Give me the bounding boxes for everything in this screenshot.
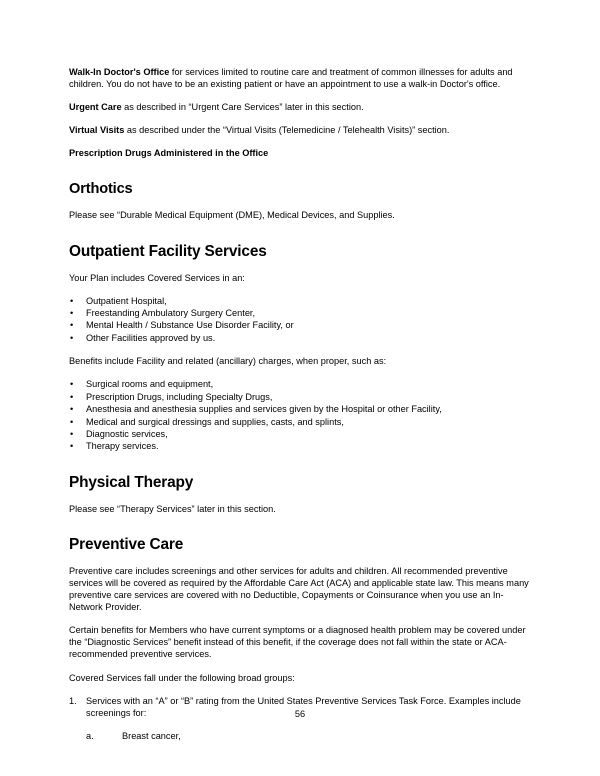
prescription-drugs-bold-heading: Prescription Drugs Administered in the Office xyxy=(69,148,269,159)
list-item-label: Services with an “A” or “B” rating from the United States Preventive Services Task Force. Examples include screenings for: xyxy=(86,695,521,718)
heading-preventive-care: Preventive Care xyxy=(69,535,184,553)
list-item-label: Outpatient Hospital, xyxy=(86,295,167,306)
bullet-icon: • xyxy=(70,320,74,331)
paragraph-prescription-drugs-heading xyxy=(69,147,531,159)
list-item xyxy=(69,319,531,331)
list-benefits-included xyxy=(69,378,531,452)
walk-in-lead-text: Walk-In Doctor's Office xyxy=(69,67,170,77)
list-item-label: Freestanding Ambulatory Surgery Center, xyxy=(86,308,256,319)
paragraph-orthotics-reference: Please see “Durable Medical Equipment (DME), Medical Devices, and Supplies. xyxy=(69,210,395,221)
paragraph-urgent-care xyxy=(69,101,531,113)
bullet-icon: • xyxy=(70,391,74,402)
paragraph-walk-in-doctors-office xyxy=(69,66,531,90)
section-spacer xyxy=(69,526,531,536)
list-item-label: Therapy services. xyxy=(86,441,159,452)
page-number: 56 xyxy=(294,709,306,719)
list-item xyxy=(69,428,531,440)
list-item xyxy=(69,295,531,307)
bullet-icon: • xyxy=(70,404,74,415)
paragraph-covered-groups-intro: Covered Services fall under the following broad groups: xyxy=(69,672,295,683)
heading-orthotics: Orthotics xyxy=(69,181,133,198)
urgent-care-lead-text: Urgent Care xyxy=(69,102,122,113)
list-screening-examples xyxy=(86,730,531,742)
list-item-label: Medical and surgical dressings and supplies, casts, and splints, xyxy=(86,416,344,427)
bullet-icon: • xyxy=(70,429,74,439)
section-spacer xyxy=(69,464,531,474)
section-spacer xyxy=(69,233,531,243)
urgent-care-body-text: as described in “Urgent Care Services” later in this section. xyxy=(121,102,364,113)
list-item xyxy=(69,307,531,319)
bullet-icon: • xyxy=(70,441,74,452)
paragraph-preventive-care-overview: Preventive care includes screenings and other services for adults and children. All recommended preventive services will be covered as required by the Affordable Care Act (ACA) and applicable state law. This means many preventive care services are covered with no Deductible, Copayments or Coinsurance when you use an In-Network Provider. xyxy=(69,565,529,613)
list-item xyxy=(86,730,531,742)
bullet-icon: • xyxy=(70,379,74,390)
heading-outpatient-facility-services: Outpatient Facility Services xyxy=(69,242,267,260)
list-item xyxy=(69,440,531,452)
paragraph-diagnostic-services-note: Certain benefits for Members who have current symptoms or a diagnosed health problem may be covered under the “Diagnostic Services” benefit instead of this benefit, if the coverage does not fall within the state or ACA-recommended preventive services. xyxy=(69,625,526,660)
page-content xyxy=(69,66,531,754)
bullet-icon: • xyxy=(70,295,74,306)
walk-in-body-text: for services limited to routine care and treatment of common illnesses for adults and children. You do not have to be an existing patient or have an appointment to use a walk-in Doctor's office. xyxy=(69,67,513,90)
list-item-label: Diagnostic services, xyxy=(86,429,168,439)
paragraph-virtual-visits xyxy=(69,124,531,136)
list-item-label: Surgical rooms and equipment, xyxy=(86,379,214,390)
bullet-icon: • xyxy=(70,416,74,427)
list-item-marker: a. xyxy=(86,731,94,742)
list-item xyxy=(69,391,531,403)
paragraph-physical-therapy-reference: Please see “Therapy Services” later in this section. xyxy=(69,503,276,514)
paragraph-benefits-intro: Benefits include Facility and related (ancillary) charges, when proper, such as: xyxy=(69,356,387,367)
heading-physical-therapy: Physical Therapy xyxy=(69,473,194,491)
virtual-visits-body-text: as described under the “Virtual Visits (Telemedicine / Telehealth Visits)” section. xyxy=(124,125,450,136)
list-item-label: Prescription Drugs, including Specialty Drugs, xyxy=(86,391,273,402)
list-item-label: Other Facilities approved by us. xyxy=(86,332,216,343)
list-item xyxy=(69,332,531,344)
section-spacer xyxy=(69,170,531,180)
list-item-marker: 1. xyxy=(69,695,77,706)
list-item-label: Breast cancer, xyxy=(122,731,181,742)
list-item-label: Anesthesia and anesthesia supplies and services given by the Hospital or other Facility, xyxy=(86,404,442,415)
virtual-visits-lead-text: Virtual Visits xyxy=(69,125,125,136)
list-item xyxy=(69,378,531,390)
list-item-label: Mental Health / Substance Use Disorder Facility, or xyxy=(86,320,294,331)
list-facility-types xyxy=(69,295,531,345)
bullet-icon: • xyxy=(70,332,74,343)
bullet-icon: • xyxy=(70,308,74,319)
list-item xyxy=(69,403,531,415)
list-item xyxy=(69,416,531,428)
paragraph-outpatient-intro: Your Plan includes Covered Services in an: xyxy=(69,272,245,283)
